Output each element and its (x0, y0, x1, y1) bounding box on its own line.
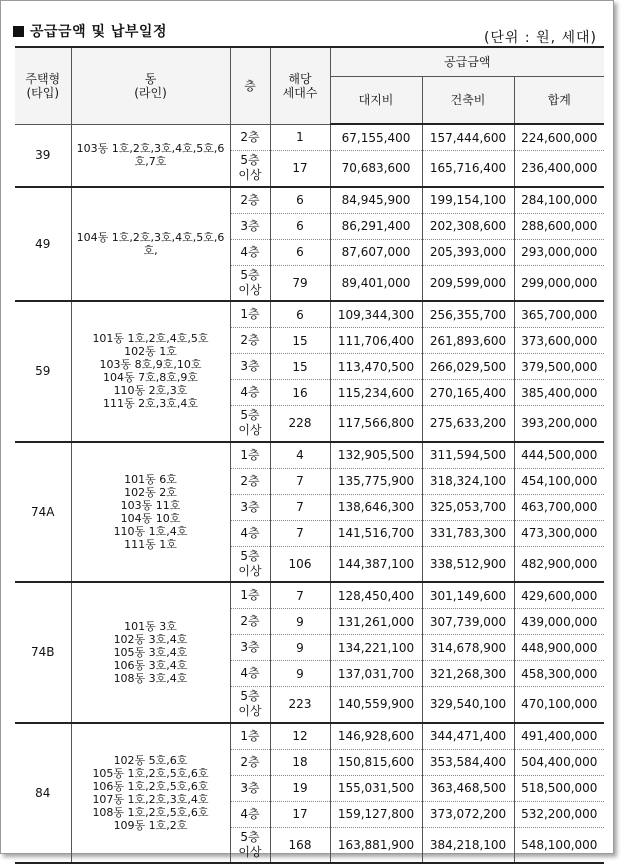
floor-cell (230, 749, 270, 775)
land-cost-cell: 150,815,600 (330, 749, 422, 775)
building-cost-cell: 261,893,600 (422, 328, 514, 354)
building-cost-cell: 373,072,200 (422, 801, 514, 827)
floor-text: 1층 (240, 728, 260, 743)
building-cost-cell: 384,218,100 (422, 827, 514, 863)
units-cell: 6 (270, 239, 330, 265)
floor-cell (230, 213, 270, 239)
building-cost-cell: 266,029,500 (422, 354, 514, 380)
land-cost-cell: 163,881,900 (330, 827, 422, 863)
section-title (13, 21, 167, 41)
floor-text: 3층 (240, 499, 260, 514)
dong-line: 110동 1호,4호 (113, 524, 188, 538)
type-cell: 49 (15, 187, 71, 302)
dong-line: 111동 1호 (124, 537, 177, 551)
units-cell: 9 (270, 609, 330, 635)
floor-text: 1층 (240, 588, 260, 602)
floor-text: 1층 (240, 447, 260, 462)
dong-cell (71, 124, 230, 187)
dong-line: 104동 1호,2호,3호,4호,5호,6호, (76, 230, 225, 257)
floor-text: 2층 (240, 614, 260, 628)
unit-note: (단위 : 원, 세대) (483, 30, 597, 46)
floor-cell (230, 546, 270, 582)
dong-line: 104동 7호,8호,9호 (103, 371, 198, 385)
floor-cell (230, 827, 270, 863)
total-cost-cell: 429,600,000 (514, 582, 604, 609)
land-cost-cell: 132,905,500 (330, 442, 422, 469)
dong-line: 111동 2호,3호,4호 (103, 397, 198, 411)
dong-line: 106동 1호,2호,5호,6호 (92, 779, 209, 793)
floor-text: 이상 (238, 704, 262, 719)
land-cost-cell: 155,031,500 (330, 775, 422, 801)
units-cell: 7 (270, 494, 330, 520)
floor-cell (230, 442, 270, 469)
dong-cell (71, 301, 230, 442)
building-cost-cell: 307,739,000 (422, 609, 514, 635)
floor-cell (230, 494, 270, 520)
dong-line: 110동 2호,3호 (113, 384, 188, 398)
total-cost-cell: 518,500,000 (514, 775, 604, 801)
floor-cell (230, 406, 270, 442)
section-title-text: 공급금액 및 납부일정 (30, 24, 167, 40)
floor-text: 5층 (240, 267, 260, 282)
total-cost-cell: 444,500,000 (514, 442, 604, 469)
units-cell: 17 (270, 801, 330, 827)
dong-line: 105동 1호,2호,5호,6호 (92, 766, 209, 780)
floor-cell (230, 328, 270, 354)
floor-text: 5층 (240, 689, 260, 704)
table-body (15, 124, 604, 863)
header-supply: 공급금액 (330, 47, 604, 76)
units-cell: 228 (270, 406, 330, 442)
units-cell: 18 (270, 749, 330, 775)
building-cost-cell: 275,633,200 (422, 406, 514, 442)
dong-line: 106동 3호,4호 (113, 658, 188, 672)
table-row (15, 124, 604, 151)
dong-cell (71, 723, 230, 864)
total-cost-cell: 284,100,000 (514, 187, 604, 214)
table-row (15, 582, 604, 609)
land-cost-cell: 131,261,000 (330, 609, 422, 635)
dong-line: 102동 2호 (124, 485, 177, 499)
header-units-line2: 세대수 (282, 85, 318, 100)
dong-line: 102동 1호 (124, 345, 177, 359)
dong-cell (71, 442, 230, 583)
table-row (15, 187, 604, 214)
floor-cell (230, 723, 270, 750)
floor-cell (230, 468, 270, 494)
total-cost-cell: 365,700,000 (514, 301, 604, 328)
land-cost-cell: 111,706,400 (330, 328, 422, 354)
floor-text: 4층 (240, 525, 260, 540)
header-type-label: 주택형 (25, 71, 61, 86)
header-building: 건축비 (422, 76, 514, 124)
floor-cell (230, 635, 270, 661)
floor-text: 4층 (240, 244, 260, 259)
land-cost-cell: 70,683,600 (330, 151, 422, 187)
units-cell: 17 (270, 151, 330, 187)
floor-text: 5층 (240, 408, 260, 423)
units-cell: 15 (270, 328, 330, 354)
building-cost-cell: 318,324,100 (422, 468, 514, 494)
type-cell: 39 (15, 124, 71, 187)
building-cost-cell: 338,512,900 (422, 546, 514, 582)
type-cell: 74A (15, 442, 71, 583)
floor-text: 이상 (238, 844, 262, 859)
floor-text: 4층 (240, 666, 260, 680)
total-cost-cell: 393,200,000 (514, 406, 604, 442)
table-row (15, 723, 604, 750)
units-cell: 16 (270, 380, 330, 406)
floor-text: 이상 (238, 563, 262, 578)
floor-cell (230, 582, 270, 609)
total-cost-cell: 224,600,000 (514, 124, 604, 151)
total-cost-cell: 491,400,000 (514, 723, 604, 750)
floor-cell (230, 775, 270, 801)
land-cost-cell: 89,401,000 (330, 265, 422, 301)
total-cost-cell: 482,900,000 (514, 546, 604, 582)
land-cost-cell: 109,344,300 (330, 301, 422, 328)
building-cost-cell: 353,584,400 (422, 749, 514, 775)
building-cost-cell: 311,594,500 (422, 442, 514, 469)
total-cost-cell: 293,000,000 (514, 239, 604, 265)
units-cell: 12 (270, 723, 330, 750)
floor-text: 이상 (238, 423, 262, 438)
dong-line: 107동 1호,2호,3호,4호 (92, 792, 209, 806)
units-cell: 106 (270, 546, 330, 582)
dong-line: 108동 3호,4호 (113, 671, 188, 685)
building-cost-cell: 321,268,300 (422, 661, 514, 687)
floor-text: 3층 (240, 640, 260, 654)
floor-cell (230, 801, 270, 827)
units-cell: 6 (270, 213, 330, 239)
units-cell: 19 (270, 775, 330, 801)
units-cell: 7 (270, 582, 330, 609)
building-cost-cell: 344,471,400 (422, 723, 514, 750)
building-cost-cell: 331,783,300 (422, 520, 514, 546)
total-cost-cell: 463,700,000 (514, 494, 604, 520)
header-dong (71, 47, 230, 124)
dong-line: 102동 3호,4호 (113, 632, 188, 646)
floor-cell (230, 301, 270, 328)
floor-cell (230, 520, 270, 546)
floor-text: 4층 (240, 806, 260, 821)
land-cost-cell: 146,928,600 (330, 723, 422, 750)
units-cell: 9 (270, 635, 330, 661)
floor-text: 2층 (240, 473, 260, 488)
total-cost-cell: 236,400,000 (514, 151, 604, 187)
total-cost-cell: 288,600,000 (514, 213, 604, 239)
floor-cell (230, 380, 270, 406)
header-floor: 층 (230, 47, 270, 124)
units-cell: 6 (270, 301, 330, 328)
floor-text: 5층 (240, 829, 260, 844)
building-cost-cell: 363,468,500 (422, 775, 514, 801)
building-cost-cell: 157,444,600 (422, 124, 514, 151)
building-cost-cell: 329,540,100 (422, 687, 514, 723)
floor-text: 5층 (240, 153, 260, 168)
building-cost-cell: 314,678,900 (422, 635, 514, 661)
header-land: 대지비 (330, 76, 422, 124)
building-cost-cell: 256,355,700 (422, 301, 514, 328)
building-cost-cell: 209,599,000 (422, 265, 514, 301)
floor-cell (230, 239, 270, 265)
building-cost-cell: 202,308,600 (422, 213, 514, 239)
total-cost-cell: 448,900,000 (514, 635, 604, 661)
total-cost-cell: 458,300,000 (514, 661, 604, 687)
land-cost-cell: 67,155,400 (330, 124, 422, 151)
units-cell: 15 (270, 354, 330, 380)
total-cost-cell: 470,100,000 (514, 687, 604, 723)
dong-line: 103동 11호 (120, 498, 181, 512)
dong-cell (71, 582, 230, 723)
land-cost-cell: 144,387,100 (330, 546, 422, 582)
table-row (15, 301, 604, 328)
dong-line: 105동 3호,4호 (113, 645, 188, 659)
floor-text: 2층 (240, 129, 260, 144)
total-cost-cell: 439,000,000 (514, 609, 604, 635)
square-bullet-icon (13, 26, 24, 37)
dong-line: 102동 5호,6호 (113, 753, 188, 767)
land-cost-cell: 141,516,700 (330, 520, 422, 546)
land-cost-cell: 138,646,300 (330, 494, 422, 520)
units-cell: 7 (270, 468, 330, 494)
total-cost-cell: 454,100,000 (514, 468, 604, 494)
land-cost-cell: 159,127,800 (330, 801, 422, 827)
floor-cell (230, 609, 270, 635)
floor-text: 4층 (240, 385, 260, 399)
units-cell: 4 (270, 442, 330, 469)
units-cell: 168 (270, 827, 330, 863)
floor-text: 5층 (240, 548, 260, 563)
floor-cell (230, 151, 270, 187)
floor-text: 이상 (238, 282, 262, 297)
floor-cell (230, 265, 270, 301)
floor-text: 3층 (240, 218, 260, 233)
floor-text: 이상 (238, 168, 262, 183)
header-units-line1: 해당 (288, 71, 312, 86)
land-cost-cell: 113,470,500 (330, 354, 422, 380)
land-cost-cell: 135,775,900 (330, 468, 422, 494)
total-cost-cell: 385,400,000 (514, 380, 604, 406)
land-cost-cell: 86,291,400 (330, 213, 422, 239)
table-row (15, 442, 604, 469)
header-dong-label: 동 (144, 71, 157, 86)
building-cost-cell: 205,393,000 (422, 239, 514, 265)
total-cost-cell: 473,300,000 (514, 520, 604, 546)
dong-cell (71, 187, 230, 302)
header-dong-sub: (라인) (134, 85, 167, 100)
floor-cell (230, 661, 270, 687)
type-cell: 84 (15, 723, 71, 864)
dong-line: 101동 1호,2호,4호,5호 (92, 332, 209, 346)
floor-cell (230, 687, 270, 723)
total-cost-cell: 548,100,000 (514, 827, 604, 863)
units-cell: 6 (270, 187, 330, 214)
total-cost-cell: 532,200,000 (514, 801, 604, 827)
land-cost-cell: 128,450,400 (330, 582, 422, 609)
total-cost-cell: 373,600,000 (514, 328, 604, 354)
building-cost-cell: 199,154,100 (422, 187, 514, 214)
type-cell: 59 (15, 301, 71, 442)
building-cost-cell: 325,053,700 (422, 494, 514, 520)
total-cost-cell: 504,400,000 (514, 749, 604, 775)
land-cost-cell: 87,607,000 (330, 239, 422, 265)
land-cost-cell: 140,559,900 (330, 687, 422, 723)
header-units (270, 47, 330, 124)
type-cell: 74B (15, 582, 71, 723)
supply-price-table (15, 46, 604, 864)
units-cell: 79 (270, 265, 330, 301)
units-cell: 9 (270, 661, 330, 687)
floor-text: 2층 (240, 754, 260, 769)
dong-line: 109동 1호,2호 (113, 818, 188, 832)
floor-text: 3층 (240, 359, 260, 373)
building-cost-cell: 270,165,400 (422, 380, 514, 406)
floor-text: 3층 (240, 780, 260, 795)
floor-text: 2층 (240, 333, 260, 347)
dong-line: 104동 10호 (120, 511, 181, 525)
floor-cell (230, 187, 270, 214)
land-cost-cell: 117,566,800 (330, 406, 422, 442)
header-type-sub: (타입) (26, 85, 60, 100)
land-cost-cell: 115,234,600 (330, 380, 422, 406)
dong-line: 101동 3호 (124, 619, 177, 633)
total-cost-cell: 299,000,000 (514, 265, 604, 301)
dong-line: 103동 8호,9호,10호 (99, 358, 202, 372)
header-type (15, 47, 71, 124)
units-cell: 223 (270, 687, 330, 723)
total-cost-cell: 379,500,000 (514, 354, 604, 380)
floor-text: 2층 (240, 192, 260, 207)
dong-line: 108동 1호,2호,5호,6호 (92, 805, 209, 819)
land-cost-cell: 134,221,100 (330, 635, 422, 661)
floor-cell (230, 124, 270, 151)
header-total: 합계 (514, 76, 604, 124)
land-cost-cell: 84,945,900 (330, 187, 422, 214)
dong-line: 101동 6호 (124, 472, 177, 486)
building-cost-cell: 165,716,400 (422, 151, 514, 187)
land-cost-cell: 137,031,700 (330, 661, 422, 687)
floor-cell (230, 354, 270, 380)
floor-text: 1층 (240, 307, 260, 321)
dong-line: 103동 1호,2호,3호,4호,5호,6호,7호 (76, 142, 225, 168)
building-cost-cell: 301,149,600 (422, 582, 514, 609)
units-cell: 7 (270, 520, 330, 546)
units-cell: 1 (270, 124, 330, 151)
